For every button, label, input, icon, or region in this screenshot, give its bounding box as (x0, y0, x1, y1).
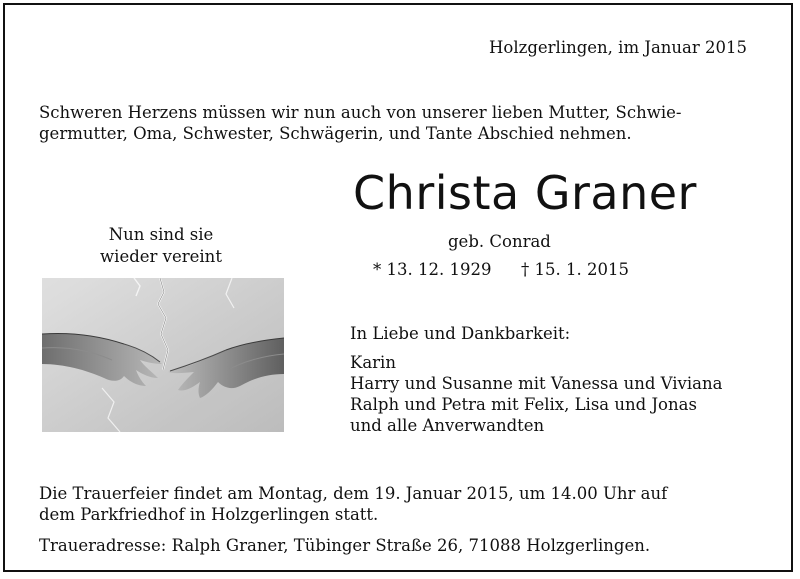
funeral-line-2: dem Parkfriedhof in Holzgerlingen statt. (39, 505, 379, 524)
funeral-info (39, 483, 667, 525)
quote (43, 224, 279, 268)
mourner-line: und alle Anverwandten (350, 416, 545, 435)
funeral-line-1: Die Trauerfeier findet am Montag, dem 19. Januar 2015, um 14.00 Uhr auf (39, 484, 668, 503)
quote-line-2: wieder vereint (100, 247, 222, 266)
mourner-line: Karin (350, 353, 396, 372)
intro-line-2: germutter, Oma, Schwester, Schwägerin, und Tante Abschied nehmen. (39, 124, 632, 143)
mourners-list (350, 352, 780, 436)
obituary-notice (3, 3, 793, 572)
maiden-name: geb. Conrad (448, 232, 551, 251)
intro-line-1: Schweren Herzens müssen wir nun auch von unserer lieben Mutter, Schwie- (39, 103, 682, 122)
mourning-address: Traueradresse: Ralph Graner, Tübinger Straße 26, 71088 Holzgerlingen. (39, 536, 651, 555)
mourner-line: Ralph und Petra mit Felix, Lisa und Jonas (350, 395, 697, 414)
mourner-line: Harry und Susanne mit Vanessa und Viviana (350, 374, 723, 393)
intro-text (39, 102, 681, 144)
deceased-name: Christa Graner (353, 166, 697, 220)
death-date: † 15. 1. 2015 (521, 260, 629, 279)
mourners-intro: In Liebe und Dankbarkeit: (350, 324, 571, 343)
creation-of-adam-hands-image (42, 278, 284, 432)
quote-line-1: Nun sind sie (108, 225, 214, 244)
place-date: Holzgerlingen, im Januar 2015 (489, 38, 747, 57)
birth-date: * 13. 12. 1929 (373, 260, 492, 279)
